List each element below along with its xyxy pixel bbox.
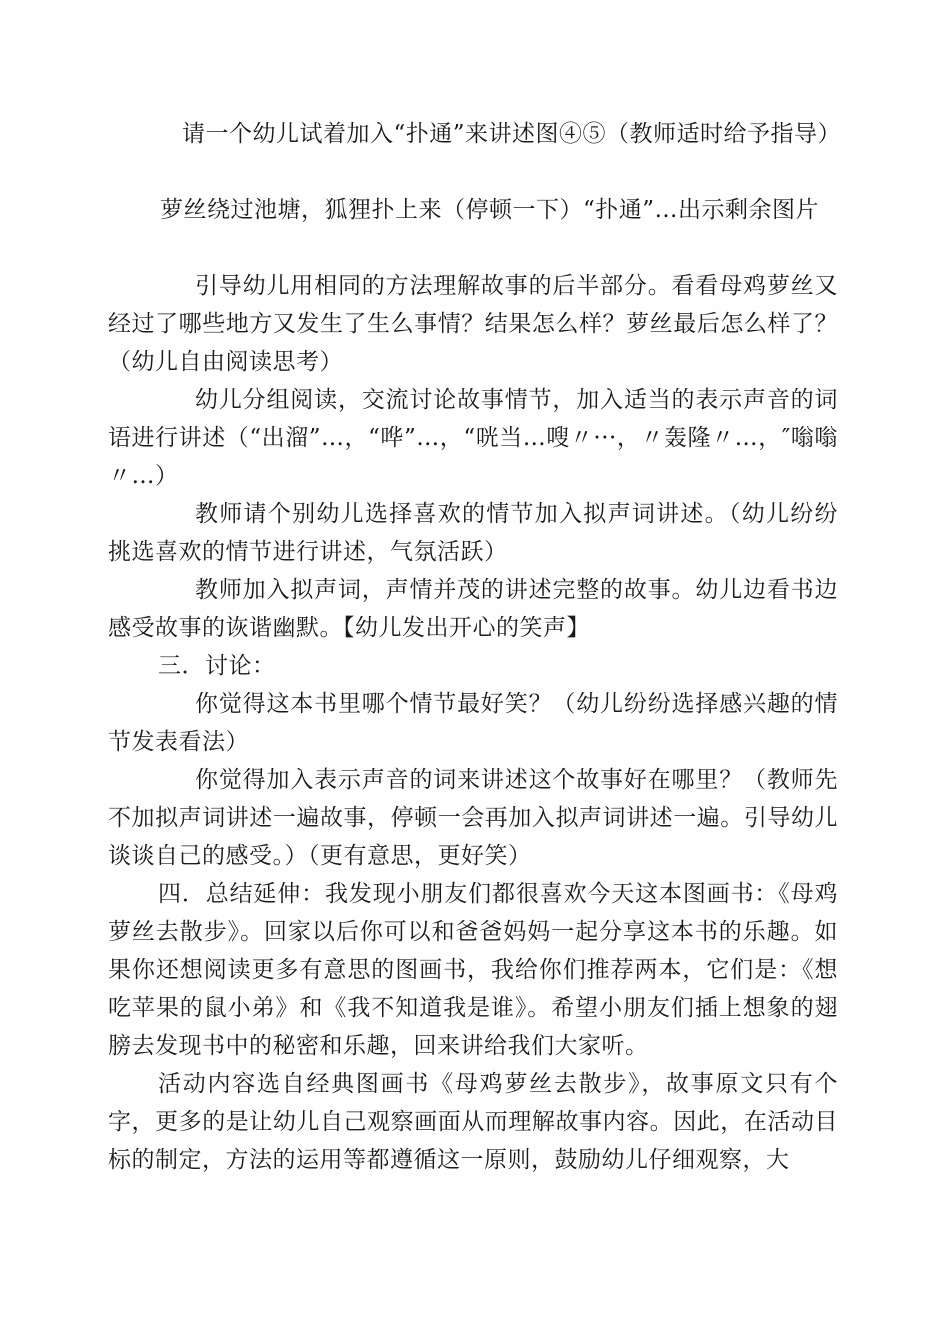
paragraph-rose-pond: 萝丝绕过池塘，狐狸扑上来（停顿一下）“扑通”…出示剩余图片 (160, 197, 820, 223)
paragraph-retell-picture-4-5: 请一个幼儿试着加入“扑通”来讲述图④⑤（教师适时给予指导） (182, 121, 842, 147)
paragraph-second-half-guidance: 引导幼儿用相同的方法理解故事的后半部分。看看母鸡萝丝又经过了哪些地方又发生了生么事情？结果怎么样？萝丝最后怎么样了？（幼儿自由阅读思考） (108, 273, 838, 375)
paragraph-individual-retelling: 教师请个别幼儿选择喜欢的情节加入拟声词讲述。（幼儿纷纷挑选喜欢的情节进行讲述，气氛活跃） (108, 501, 838, 565)
paragraph-teacher-full-story: 教师加入拟声词，声情并茂的讲述完整的故事。幼儿边看书边感受故事的诙谐幽默。【幼儿发出开心的笑声】 (108, 577, 838, 641)
section-heading-discussion: 三．讨论： (158, 653, 276, 679)
paragraph-group-reading: 幼儿分组阅读，交流讨论故事情节，加入适当的表示声音的词语进行讲述（“出溜”…，“哗”…，“咣当…嗖〃···，〃轰隆〃…，″嗡嗡〃…） (108, 387, 838, 489)
paragraph-funniest-plot: 你觉得这本书里哪个情节最好笑？（幼儿纷纷选择感兴趣的情节发表看法） (108, 691, 838, 755)
paragraph-summary-extension: 四．总结延伸：我发现小朋友们都很喜欢今天这本图画书：《母鸡萝丝去散步》。回家以后你可以和爸爸妈妈一起分享这本书的乐趣。如果你还想阅读更多有意思的图画书，我给你们推荐两本，它们是：《想吃苹果的鼠小弟》和《我不知道我是谁》。希望小朋友们插上想象的翅膀去发现书中的秘密和乐趣，回来讲给我们大家听。 (108, 881, 838, 1059)
paragraph-activity-reflection: 活动内容选自经典图画书《母鸡萝丝去散步》，故事原文只有个字，更多的是让幼儿自己观察画面从而理解故事内容。因此，在活动目标的制定，方法的运用等都遵循这一原则，鼓励幼儿仔细观察，大 (108, 1071, 838, 1173)
paragraph-sound-words-benefit: 你觉得加入表示声音的词来讲述这个故事好在哪里？（教师先不加拟声词讲述一遍故事，停顿一会再加入拟声词讲述一遍。引导幼儿谈谈自己的感受。）（更有意思，更好笑） (108, 767, 838, 869)
